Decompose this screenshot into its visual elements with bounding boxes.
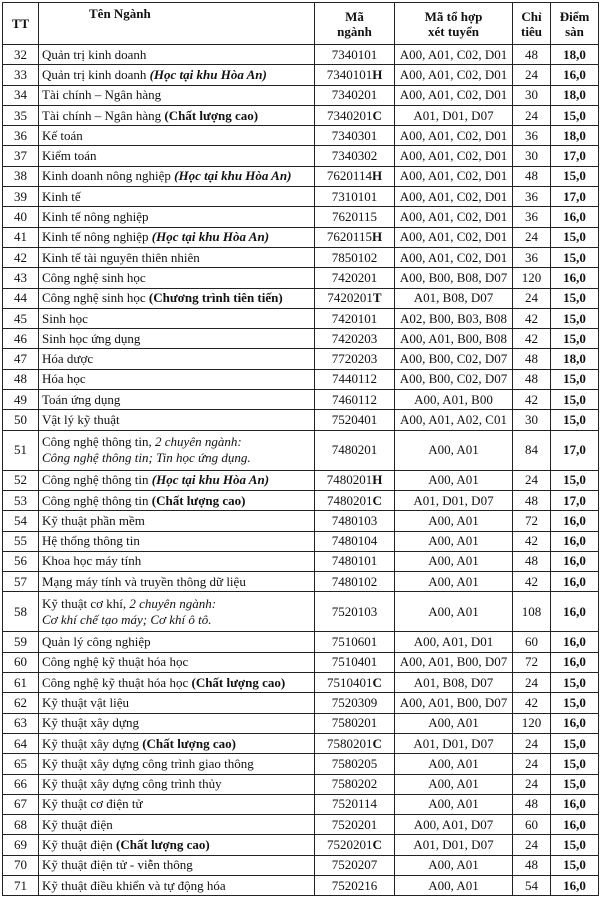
minimum-score: 16,0: [551, 572, 599, 592]
program-name: Kiểm toán: [39, 146, 315, 166]
table-row: [3, 187, 599, 207]
program-name: Kỹ thuật cơ khí, 2 chuyên ngành: Cơ khí chế tạo máy; Cơ khí ô tô.: [39, 592, 315, 632]
row-number: 61: [3, 673, 39, 693]
program-code: 7420203: [315, 329, 395, 349]
program-code: 7480201: [315, 430, 395, 470]
program-name: Kỹ thuật phần mềm: [39, 511, 315, 531]
row-number: 64: [3, 733, 39, 753]
quota: 60: [513, 632, 551, 652]
table-row: [3, 774, 599, 794]
row-number: 65: [3, 754, 39, 774]
minimum-score: 15,0: [551, 288, 599, 308]
row-number: 40: [3, 207, 39, 227]
program-name: Công nghệ thông tin (Học tại khu Hòa An): [39, 470, 315, 490]
subject-combinations: A02, B00, B03, B08: [395, 308, 513, 328]
subject-combinations: A00, A01: [395, 430, 513, 470]
subject-combinations: A01, D01, D07: [395, 490, 513, 510]
row-number: 59: [3, 632, 39, 652]
minimum-score: 16,0: [551, 531, 599, 551]
program-name: Kỹ thuật xây dựng: [39, 713, 315, 733]
program-code: 7340101H: [315, 65, 395, 85]
table-row: [3, 247, 599, 267]
minimum-score: 16,0: [551, 713, 599, 733]
program-code: 7460112: [315, 390, 395, 410]
minimum-score: 16,0: [551, 65, 599, 85]
subject-combinations: A00, A01: [395, 855, 513, 875]
subject-combinations: A00, A01, C02, D01: [395, 146, 513, 166]
row-number: 71: [3, 875, 39, 895]
program-name: Quản lý công nghiệp: [39, 632, 315, 652]
program-code: 7720203: [315, 349, 395, 369]
minimum-score: 18,0: [551, 45, 599, 65]
subject-combinations: A00, A01, B00, D07: [395, 652, 513, 672]
header-tt: TT: [3, 3, 39, 45]
table-row: [3, 430, 599, 470]
table-row: [3, 632, 599, 652]
minimum-score: 16,0: [551, 511, 599, 531]
program-name: Kỹ thuật điều khiển và tự động hóa: [39, 875, 315, 895]
minimum-score: 15,0: [551, 369, 599, 389]
program-code: 7520207: [315, 855, 395, 875]
minimum-score: 15,0: [551, 693, 599, 713]
program-code: 7520401: [315, 410, 395, 430]
admission-score-table: [2, 2, 599, 896]
program-name: Hóa học: [39, 369, 315, 389]
minimum-score: 15,0: [551, 166, 599, 186]
row-number: 56: [3, 551, 39, 571]
table-row: [3, 146, 599, 166]
row-number: 55: [3, 531, 39, 551]
subject-combinations: A00, A01, C02, D01: [395, 247, 513, 267]
program-name: Quản trị kinh doanh (Học tại khu Hòa An): [39, 65, 315, 85]
subject-combinations: A00, A01, B00, B08: [395, 329, 513, 349]
minimum-score: 16,0: [551, 632, 599, 652]
row-number: 67: [3, 794, 39, 814]
minimum-score: 16,0: [551, 794, 599, 814]
program-name: Kinh tế nông nghiệp: [39, 207, 315, 227]
program-name: Kế toán: [39, 126, 315, 146]
row-number: 38: [3, 166, 39, 186]
minimum-score: 15,0: [551, 247, 599, 267]
table-body: [3, 45, 599, 896]
row-number: 45: [3, 308, 39, 328]
program-code: 7420201T: [315, 288, 395, 308]
program-code: 7340201C: [315, 105, 395, 125]
subject-combinations: A01, B08, D07: [395, 288, 513, 308]
quota: 24: [513, 673, 551, 693]
minimum-score: 16,0: [551, 592, 599, 632]
header-name: Tên Ngành: [39, 3, 315, 45]
row-number: 34: [3, 85, 39, 105]
row-number: 53: [3, 490, 39, 510]
program-name: Kỹ thuật điện tử - viễn thông: [39, 855, 315, 875]
quota: 24: [513, 227, 551, 247]
minimum-score: 15,0: [551, 227, 599, 247]
subject-combinations: A00, A01, A02, C01: [395, 410, 513, 430]
quota: 36: [513, 187, 551, 207]
subject-combinations: A00, A01: [395, 794, 513, 814]
row-number: 46: [3, 329, 39, 349]
program-code: 7340301: [315, 126, 395, 146]
program-code: 7420201: [315, 268, 395, 288]
row-number: 69: [3, 835, 39, 855]
header-code: Mã ngành: [315, 3, 395, 45]
program-name: Công nghệ sinh học: [39, 268, 315, 288]
program-name: Sinh học ứng dụng: [39, 329, 315, 349]
subject-combinations: A00, A01, D07: [395, 815, 513, 835]
minimum-score: 17,0: [551, 430, 599, 470]
subject-combinations: A01, B08, D07: [395, 673, 513, 693]
program-code: 7520201C: [315, 835, 395, 855]
minimum-score: 15,0: [551, 673, 599, 693]
row-number: 35: [3, 105, 39, 125]
subject-combinations: A00, A01, C02, D01: [395, 227, 513, 247]
program-code: 7580201C: [315, 733, 395, 753]
subject-combinations: A00, B00, B08, D07: [395, 268, 513, 288]
program-name: Kinh tế nông nghiệp (Học tại khu Hòa An): [39, 227, 315, 247]
minimum-score: 16,0: [551, 551, 599, 571]
subject-combinations: A00, A01: [395, 572, 513, 592]
row-number: 60: [3, 652, 39, 672]
program-name: Hóa dược: [39, 349, 315, 369]
row-number: 51: [3, 430, 39, 470]
table-row: [3, 733, 599, 753]
quota: 24: [513, 733, 551, 753]
table-row: [3, 470, 599, 490]
subject-combinations: A01, D01, D07: [395, 733, 513, 753]
minimum-score: 18,0: [551, 349, 599, 369]
quota: 24: [513, 470, 551, 490]
program-code: 7480104: [315, 531, 395, 551]
row-number: 37: [3, 146, 39, 166]
minimum-score: 15,0: [551, 835, 599, 855]
program-name: Toán ứng dụng: [39, 390, 315, 410]
quota: 42: [513, 308, 551, 328]
subject-combinations: A00, A01: [395, 592, 513, 632]
minimum-score: 15,0: [551, 470, 599, 490]
minimum-score: 16,0: [551, 207, 599, 227]
quota: 36: [513, 126, 551, 146]
table-row: [3, 329, 599, 349]
quota: 24: [513, 835, 551, 855]
program-code: 7510401C: [315, 673, 395, 693]
quota: 24: [513, 105, 551, 125]
quota: 72: [513, 652, 551, 672]
row-number: 44: [3, 288, 39, 308]
quota: 48: [513, 369, 551, 389]
row-number: 54: [3, 511, 39, 531]
quota: 48: [513, 166, 551, 186]
table-row: [3, 126, 599, 146]
quota: 84: [513, 430, 551, 470]
table-row: [3, 815, 599, 835]
program-name: Công nghệ thông tin, 2 chuyên ngành: Công nghệ thông tin; Tin học ứng dụng.: [39, 430, 315, 470]
row-number: 66: [3, 774, 39, 794]
program-code: 7480102: [315, 572, 395, 592]
minimum-score: 17,0: [551, 490, 599, 510]
subject-combinations: A00, A01: [395, 531, 513, 551]
program-code: 7480201H: [315, 470, 395, 490]
row-number: 43: [3, 268, 39, 288]
subject-combinations: A00, A01, D01: [395, 632, 513, 652]
table-row: [3, 592, 599, 632]
row-number: 70: [3, 855, 39, 875]
program-code: 7340201: [315, 85, 395, 105]
program-name: Tài chính – Ngân hàng: [39, 85, 315, 105]
table-row: [3, 207, 599, 227]
table-row: [3, 875, 599, 895]
table-row: [3, 349, 599, 369]
quota: 42: [513, 572, 551, 592]
program-name: Kinh doanh nông nghiệp (Học tại khu Hòa An): [39, 166, 315, 186]
minimum-score: 15,0: [551, 308, 599, 328]
program-name: Kỹ thuật xây dựng công trình giao thông: [39, 754, 315, 774]
subject-combinations: A01, D01, D07: [395, 105, 513, 125]
subject-combinations: A00, A01: [395, 774, 513, 794]
table-row: [3, 227, 599, 247]
program-name: Công nghệ kỹ thuật hóa học (Chất lượng cao): [39, 673, 315, 693]
table-row: [3, 754, 599, 774]
subject-combinations: A01, D01, D07: [395, 835, 513, 855]
subject-combinations: A00, A01: [395, 875, 513, 895]
quota: 24: [513, 288, 551, 308]
table-row: [3, 166, 599, 186]
program-code: 7520201: [315, 815, 395, 835]
program-code: 7620115: [315, 207, 395, 227]
subject-combinations: A00, A01: [395, 713, 513, 733]
program-code: 7520216: [315, 875, 395, 895]
minimum-score: 17,0: [551, 146, 599, 166]
program-code: 7480201C: [315, 490, 395, 510]
program-code: 7850102: [315, 247, 395, 267]
row-number: 33: [3, 65, 39, 85]
quota: 72: [513, 511, 551, 531]
table-row: [3, 369, 599, 389]
program-code: 7510601: [315, 632, 395, 652]
subject-combinations: A00, A01, C02, D01: [395, 45, 513, 65]
row-number: 36: [3, 126, 39, 146]
quota: 60: [513, 815, 551, 835]
program-name: Kỹ thuật cơ điện tử: [39, 794, 315, 814]
program-name: Kỹ thuật xây dựng công trình thủy: [39, 774, 315, 794]
table-row: [3, 794, 599, 814]
quota: 30: [513, 410, 551, 430]
row-number: 63: [3, 713, 39, 733]
subject-combinations: A00, B00, C02, D07: [395, 369, 513, 389]
table-row: [3, 105, 599, 125]
quota: 42: [513, 390, 551, 410]
program-name: Vật lý kỹ thuật: [39, 410, 315, 430]
program-code: 7420101: [315, 308, 395, 328]
quota: 108: [513, 592, 551, 632]
table-row: [3, 855, 599, 875]
table-row: [3, 652, 599, 672]
subject-combinations: A00, A01: [395, 470, 513, 490]
quota: 48: [513, 349, 551, 369]
row-number: 42: [3, 247, 39, 267]
table-row: [3, 268, 599, 288]
table-row: [3, 572, 599, 592]
table-row: [3, 45, 599, 65]
header-quota: Chỉ tiêu: [513, 3, 551, 45]
program-code: 7580205: [315, 754, 395, 774]
row-number: 50: [3, 410, 39, 430]
table-row: [3, 288, 599, 308]
quota: 36: [513, 247, 551, 267]
subject-combinations: A00, A01: [395, 754, 513, 774]
minimum-score: 16,0: [551, 652, 599, 672]
row-number: 58: [3, 592, 39, 632]
quota: 48: [513, 855, 551, 875]
quota: 42: [513, 329, 551, 349]
program-name: Công nghệ thông tin (Chất lượng cao): [39, 490, 315, 510]
subject-combinations: A00, A01, C02, D01: [395, 85, 513, 105]
table-row: [3, 65, 599, 85]
subject-combinations: A00, A01, C02, D01: [395, 187, 513, 207]
table-row: [3, 673, 599, 693]
program-code: 7480103: [315, 511, 395, 531]
minimum-score: 15,0: [551, 754, 599, 774]
quota: 54: [513, 875, 551, 895]
table-row: [3, 693, 599, 713]
row-number: 48: [3, 369, 39, 389]
quota: 48: [513, 45, 551, 65]
program-code: 7310101: [315, 187, 395, 207]
minimum-score: 15,0: [551, 390, 599, 410]
subject-combinations: A00, A01, B00, D07: [395, 693, 513, 713]
subject-combinations: A00, A01, C02, D01: [395, 166, 513, 186]
program-code: 7480101: [315, 551, 395, 571]
table-row: [3, 410, 599, 430]
table-row: [3, 85, 599, 105]
table-row: [3, 835, 599, 855]
row-number: 49: [3, 390, 39, 410]
quota: 24: [513, 754, 551, 774]
program-code: 7580202: [315, 774, 395, 794]
table-row: [3, 551, 599, 571]
program-name: Tài chính – Ngân hàng (Chất lượng cao): [39, 105, 315, 125]
row-number: 52: [3, 470, 39, 490]
minimum-score: 15,0: [551, 733, 599, 753]
minimum-score: 15,0: [551, 105, 599, 125]
program-name: Sinh học: [39, 308, 315, 328]
row-number: 57: [3, 572, 39, 592]
table-row: [3, 531, 599, 551]
program-name: Kỹ thuật xây dựng (Chất lượng cao): [39, 733, 315, 753]
subject-combinations: A00, A01, B00: [395, 390, 513, 410]
quota: 24: [513, 65, 551, 85]
table-row: [3, 511, 599, 531]
program-code: 7510401: [315, 652, 395, 672]
program-name: Công nghệ kỹ thuật hóa học: [39, 652, 315, 672]
table-row: [3, 713, 599, 733]
row-number: 62: [3, 693, 39, 713]
subject-combinations: A00, B00, C02, D07: [395, 349, 513, 369]
quota: 48: [513, 551, 551, 571]
program-name: Hệ thống thông tin: [39, 531, 315, 551]
program-code: 7340302: [315, 146, 395, 166]
program-code: 7620115H: [315, 227, 395, 247]
program-code: 7620114H: [315, 166, 395, 186]
table-row: [3, 308, 599, 328]
program-code: 7580201: [315, 713, 395, 733]
quota: 36: [513, 207, 551, 227]
minimum-score: 18,0: [551, 85, 599, 105]
quota: 30: [513, 146, 551, 166]
minimum-score: 16,0: [551, 268, 599, 288]
program-name: Mạng máy tính và truyền thông dữ liệu: [39, 572, 315, 592]
minimum-score: 17,0: [551, 187, 599, 207]
table-header-row: [3, 3, 599, 45]
subject-combinations: A00, A01, C02, D01: [395, 207, 513, 227]
quota: 30: [513, 85, 551, 105]
row-number: 39: [3, 187, 39, 207]
program-name: Công nghệ sinh học (Chương trình tiên tiến): [39, 288, 315, 308]
quota: 42: [513, 693, 551, 713]
table-row: [3, 390, 599, 410]
table-row: [3, 490, 599, 510]
program-code: 7520114: [315, 794, 395, 814]
program-code: 7520103: [315, 592, 395, 632]
minimum-score: 15,0: [551, 410, 599, 430]
subject-combinations: A00, A01: [395, 511, 513, 531]
quota: 24: [513, 774, 551, 794]
quota: 48: [513, 794, 551, 814]
header-combo: Mã tổ hợp xét tuyển: [395, 3, 513, 45]
program-name: Kỹ thuật điện: [39, 815, 315, 835]
minimum-score: 15,0: [551, 855, 599, 875]
program-code: 7520309: [315, 693, 395, 713]
minimum-score: 16,0: [551, 815, 599, 835]
quota: 48: [513, 490, 551, 510]
quota: 120: [513, 268, 551, 288]
quota: 120: [513, 713, 551, 733]
program-name: Khoa học máy tính: [39, 551, 315, 571]
minimum-score: 16,0: [551, 875, 599, 895]
row-number: 41: [3, 227, 39, 247]
quota: 42: [513, 531, 551, 551]
program-name: Quản trị kinh doanh: [39, 45, 315, 65]
program-code: 7340101: [315, 45, 395, 65]
subject-combinations: A00, A01, C02, D01: [395, 65, 513, 85]
row-number: 32: [3, 45, 39, 65]
subject-combinations: A00, A01, C02, D01: [395, 126, 513, 146]
minimum-score: 15,0: [551, 329, 599, 349]
program-code: 7440112: [315, 369, 395, 389]
subject-combinations: A00, A01: [395, 551, 513, 571]
program-name: Kỹ thuật điện (Chất lượng cao): [39, 835, 315, 855]
program-name: Kinh tế: [39, 187, 315, 207]
minimum-score: 18,0: [551, 126, 599, 146]
row-number: 47: [3, 349, 39, 369]
program-name: Kỹ thuật vật liệu: [39, 693, 315, 713]
row-number: 68: [3, 815, 39, 835]
minimum-score: 15,0: [551, 774, 599, 794]
header-score: Điểm sàn: [551, 3, 599, 45]
program-name: Kinh tế tài nguyên thiên nhiên: [39, 247, 315, 267]
